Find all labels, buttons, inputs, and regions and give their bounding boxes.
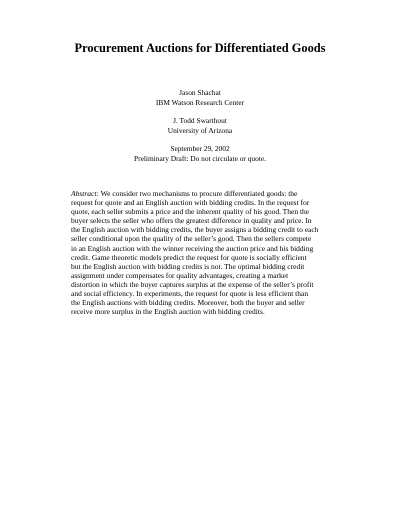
abstract-line: assignment under compensates for quality advantages, creating a market	[71, 270, 289, 280]
author-name: Jason Shachat	[179, 88, 221, 97]
abstract-line: but the English auction with bidding credits is not. The optimal bidding credit	[71, 261, 305, 271]
abstract-line: request for quote and an English auction with bidding credits. In the request for	[71, 198, 310, 208]
abstract-line: and social efficiency. In experiments, the request for quote is less efficient than	[71, 289, 309, 299]
author-block-2	[0, 116, 400, 135]
paper-title: Procurement Auctions for Differentiated Goods	[74, 41, 326, 55]
date-block	[0, 144, 400, 163]
author-affiliation: IBM Watson Research Center	[155, 97, 245, 107]
abstract-line: the English auction with bidding credits, the buyer assigns a bidding credit to each	[71, 225, 319, 235]
abstract-line: in an English auction with the winner receiving the auction price and his bidding	[71, 243, 314, 253]
author-block-1	[0, 88, 400, 107]
author-name: J. Todd Swarthout	[173, 116, 227, 125]
abstract-line: seller conditional upon the quality of the seller’s good. Then the sellers compete	[71, 234, 312, 244]
author-affiliation: University of Arizona	[167, 125, 233, 135]
abstract-line: buyer selects the seller who offers the greatest difference in quality and price. In	[71, 216, 312, 226]
abstract	[71, 189, 329, 316]
abstract-line	[71, 189, 329, 198]
draft-note: Preliminary Draft: Do not circulate or quote.	[134, 153, 266, 163]
abstract-text: We consider two mechanisms to procure differentiated goods: the	[98, 189, 298, 198]
abstract-line: the English auctions with bidding credits. Moreover, both the buyer and seller	[71, 298, 305, 308]
abstract-line: quote, each seller submits a price and the inherent quality of his good. Then the	[71, 207, 310, 217]
abstract-line: receive more surplus in the English auction with bidding credits.	[71, 307, 265, 317]
abstract-label: Abstract:	[71, 189, 99, 198]
abstract-line: distortion in which the buyer captures surplus at the expense of the seller’s profit	[71, 279, 314, 289]
abstract-line: credit. Game theoretic models predict the request for quote is socially efficient	[71, 252, 307, 262]
paper-date: September 29, 2002	[170, 144, 230, 153]
